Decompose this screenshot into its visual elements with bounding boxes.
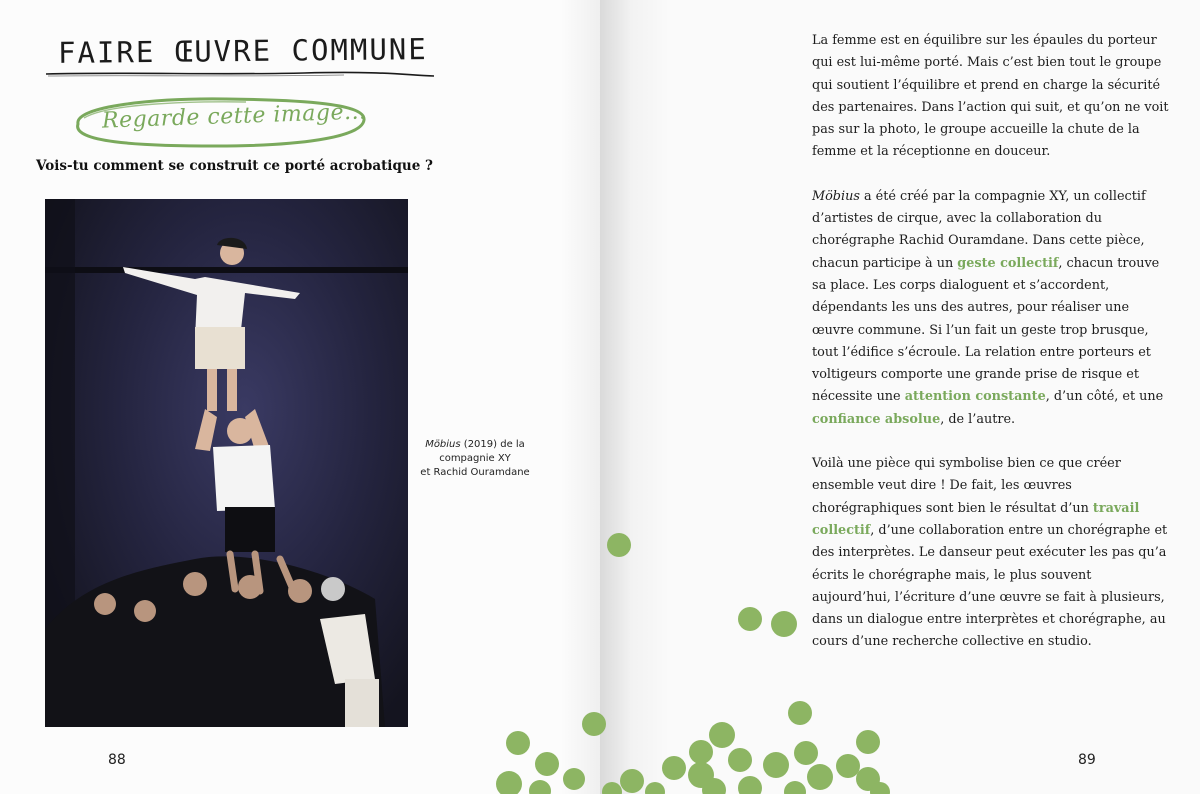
- work-title: Möbius: [812, 188, 860, 204]
- caption-line1: (2019) de la: [460, 439, 525, 450]
- caption-work-title: Möbius: [425, 439, 461, 450]
- text-span: , d’un côté, et une: [1045, 389, 1164, 405]
- text-span: Voilà une pièce qui symbolise bien ce que créer ensemble veut dire ! De fait, les œuvres chorégraphiques sont bien le résultat d’un: [812, 456, 1121, 516]
- text-span: , de l’autre.: [940, 411, 1016, 427]
- performers-illustration: [45, 199, 408, 727]
- bubble-prompt-text: Regarde cette image...: [101, 99, 367, 134]
- highlight-geste-collectif: geste collectif: [957, 255, 1059, 271]
- paragraph-2: [812, 186, 1174, 431]
- paragraph-3: [812, 453, 1174, 654]
- text-span: , d’une collaboration entre un chorégraphe et des interprètes. Le danseur peut exécuter les pas qu’a écrits le chorégraphe mais, le plus souvent aujourd’hui, l’écriture d’une œuvre se fait à plusieurs, dans un dialogue entre interprètes et chorégraphe, au cours d’une recherche collective en studio.: [812, 522, 1168, 650]
- paragraph-1: La femme est en équilibre sur les épaules du porteur qui est lui-même porté. Mais c’est bien tout le groupe qui soutient l’équilibre et prend en charge la sécurité des partenaires. Dans l’action qui suit, et qu’on ne voit pas sur la photo, le groupe accueille la chute de la femme et la réceptionne en douceur.: [812, 33, 1169, 160]
- body-text: [812, 30, 1174, 676]
- caption-line2: compagnie XY: [439, 453, 511, 464]
- highlight-confiance-absolue: confiance absolue: [812, 411, 941, 427]
- caption-line3: et Rachid Ouramdane: [420, 467, 530, 478]
- question-heading: Vois-tu comment se construit ce porté acrobatique ?: [36, 158, 433, 174]
- highlight-attention-constante: attention constante: [904, 389, 1046, 405]
- acrobatics-photo: [45, 199, 408, 727]
- title-underline: [44, 66, 444, 80]
- page-number-right: 89: [1078, 752, 1096, 768]
- page-title: FAIRE ŒUVRE COMMUNE: [57, 32, 428, 70]
- page-curve-shade: [560, 0, 600, 794]
- highlight-travail-collectif: travail collectif: [812, 500, 1140, 538]
- page-number-left: 88: [108, 752, 126, 768]
- photo-caption: [420, 438, 530, 480]
- text-span: , chacun trouve sa place. Les corps dialoguent et s’accordent, dépendants les uns des autres, pour réaliser une œuvre commune. Si l’un fait un geste trop brusque, tout l’édifice s’écroule. La relation entre porteurs et voltigeurs comporte une grande prise de risque et nécessite une: [812, 255, 1160, 405]
- text-span: a été créé par la compagnie XY, un collectif d’artistes de cirque, avec la collaboration du chorégraphe Rachid Ouramdane. Dans cette pièce, chacun participe à un: [812, 188, 1146, 271]
- right-page: [600, 0, 1200, 794]
